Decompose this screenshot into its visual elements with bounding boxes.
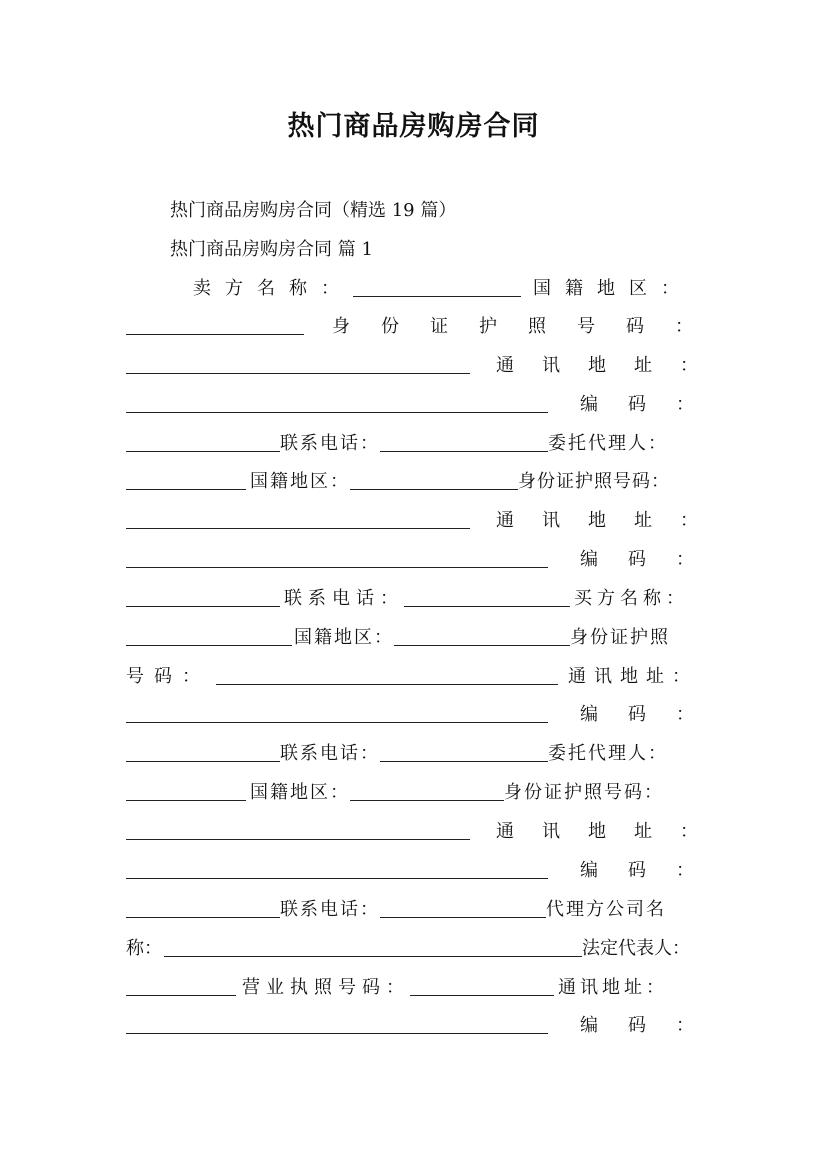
form-blank[interactable] (126, 839, 470, 840)
form-line (126, 351, 726, 381)
form-line (126, 895, 692, 925)
phone-label: 联系电话： (280, 433, 380, 454)
form-line (126, 467, 692, 497)
postcode-label: 编码： (580, 704, 724, 725)
form-line (126, 817, 726, 847)
form-blank[interactable] (410, 995, 554, 996)
form-blank[interactable] (126, 645, 292, 646)
subtitle: 热门商品房购房合同（精选 19 篇） (170, 200, 457, 221)
form-line (126, 584, 692, 614)
form-line (126, 973, 692, 1003)
form-blank[interactable] (126, 373, 470, 374)
form-blank[interactable] (394, 645, 570, 646)
seller-name-blank[interactable] (353, 296, 521, 297)
form-blank[interactable] (350, 489, 518, 490)
id-passport-label: 身份证护照号码： (504, 782, 664, 803)
form-line (126, 700, 724, 730)
address-label: 通讯地址： (558, 977, 668, 998)
postcode-label: 编码： (580, 394, 724, 415)
form-line (126, 390, 724, 420)
form-line (126, 739, 692, 769)
form-blank[interactable] (126, 528, 470, 529)
chapter-line (170, 235, 692, 265)
id-passport-label: 身份证护照 (570, 627, 670, 648)
form-blank[interactable] (380, 917, 546, 918)
phone-label: 联系电话： (280, 743, 380, 764)
phone-label: 联系电话： (284, 588, 404, 609)
postcode-label: 编码： (580, 549, 724, 570)
agent-label: 委托代理人： (548, 743, 668, 764)
form-line (126, 778, 692, 808)
nationality-label: 国籍地区： (533, 278, 693, 299)
form-line (126, 1011, 724, 1041)
form-blank[interactable] (126, 878, 548, 879)
form-line (126, 545, 724, 575)
seller-name-label: 卖方名称： (193, 278, 353, 299)
document-title: 热门商品房购房合同 (287, 111, 540, 142)
form-blank[interactable] (164, 956, 582, 957)
form-blank[interactable] (350, 800, 504, 801)
postcode-label: 编码： (580, 1015, 724, 1036)
form-blank[interactable] (126, 412, 548, 413)
agent-label: 委托代理人： (548, 433, 668, 454)
form-blank[interactable] (126, 489, 246, 490)
form-line (193, 274, 692, 304)
buyer-name-label: 买方名称： (574, 588, 689, 609)
form-blank[interactable] (126, 917, 280, 918)
nationality-label: 国籍地区： (250, 782, 350, 803)
postcode-label: 编码： (580, 860, 724, 881)
name-label: 称： (126, 938, 162, 959)
id-passport-label: 身份证护照号码： (518, 471, 670, 492)
form-blank[interactable] (126, 606, 280, 607)
address-label: 通讯地址： (496, 821, 726, 842)
form-blank[interactable] (380, 451, 548, 452)
form-blank[interactable] (404, 606, 570, 607)
form-blank[interactable] (126, 722, 548, 723)
form-line (126, 429, 692, 459)
form-line (126, 623, 692, 653)
form-blank[interactable] (126, 451, 280, 452)
form-blank[interactable] (216, 684, 558, 685)
nationality-label: 国籍地区： (250, 471, 350, 492)
agency-name-label: 代理方公司名 (546, 899, 666, 920)
form-line (126, 856, 724, 886)
form-line (126, 662, 698, 692)
chapter-heading: 热门商品房购房合同 篇 1 (170, 239, 373, 260)
phone-label: 联系电话： (280, 899, 380, 920)
form-blank[interactable] (126, 567, 548, 568)
number-label: 号码： (126, 666, 210, 687)
form-blank[interactable] (126, 1033, 548, 1034)
form-blank[interactable] (126, 800, 246, 801)
form-blank[interactable] (126, 761, 280, 762)
license-number-label: 营业执照号码： (242, 977, 410, 998)
address-label: 通讯地址： (496, 510, 726, 531)
form-line (126, 506, 726, 536)
form-blank[interactable] (126, 334, 304, 335)
id-passport-label: 身份证护照号码： (332, 316, 724, 337)
form-line (126, 312, 724, 342)
legal-rep-label: 法定代表人： (582, 938, 690, 959)
form-blank[interactable] (380, 761, 548, 762)
address-label: 通讯地址： (496, 355, 726, 376)
form-blank[interactable] (126, 995, 236, 996)
subtitle-line (170, 196, 692, 226)
nationality-label: 国籍地区： (294, 627, 394, 648)
form-line (126, 934, 692, 964)
address-label: 通讯地址： (568, 666, 698, 687)
